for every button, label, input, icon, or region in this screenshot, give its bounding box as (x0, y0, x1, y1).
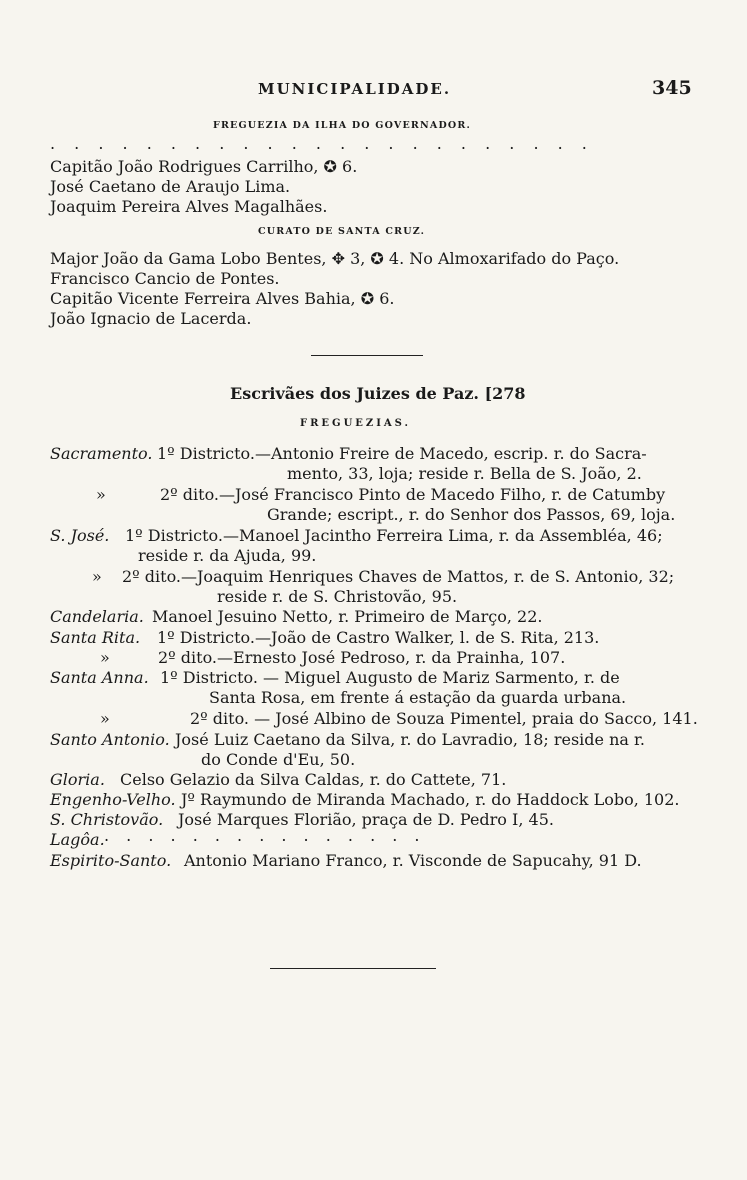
entry-text: 2º dito.—Ernesto José Pedroso, r. da Prainha, 107. (158, 648, 566, 667)
governador-line: Joaquim Pereira Alves Magalhães. (50, 197, 328, 216)
parish-label: Espirito-Santo. (50, 851, 172, 870)
section-title-escrivaes: Escrivães dos Juizes de Paz. [278 (230, 384, 526, 403)
section-heading-santa-cruz: CURATO DE SANTA CRUZ. (258, 226, 426, 237)
entry-text: 1º Districto. — Miguel Augusto de Mariz Sarmento, r. de (160, 668, 620, 687)
running-header-title: MUNICIPALIDADE. (258, 80, 452, 98)
governador-line: Capitão João Rodrigues Carrilho, ✪ 6. (50, 157, 358, 176)
dot-leader-row: . . . . . . . . . . . . . . . . . . . . . . . (50, 134, 594, 153)
entry-continuation: Santa Rosa, em frente á estação da guarda urbana. (209, 688, 627, 707)
entry-text: Antonio Mariano Franco, r. Visconde de Sapucahy, 91 D. (184, 851, 642, 870)
ditto-mark: » (100, 648, 110, 667)
ditto-mark: » (100, 709, 110, 728)
parish-label: Engenho-Velho. (50, 790, 176, 809)
parish-label: Candelaria. (50, 607, 144, 626)
dot-leader-row: . . . . . . . . . . . . . . . (104, 826, 426, 845)
entry-continuation: reside r. de S. Christovão, 95. (217, 587, 458, 606)
entry-continuation: reside r. da Ajuda, 99. (138, 546, 317, 565)
ditto-mark: » (96, 485, 106, 504)
ditto-mark: » (92, 567, 102, 586)
section-heading-governador: FREGUEZIA DA ILHA DO GOVERNADOR. (213, 120, 471, 131)
entry-text: Manoel Jesuino Netto, r. Primeiro de Março, 22. (152, 607, 543, 626)
parish-label: Santo Antonio. (50, 730, 170, 749)
parish-label: Lagôa. (50, 830, 105, 849)
parish-label: Gloria. (50, 770, 105, 789)
parish-label: Sacramento. (50, 444, 153, 463)
entry-text: José Marques Florião, praça de D. Pedro I, 45. (178, 810, 554, 829)
page-number: 345 (652, 77, 692, 99)
entry-text: José Luiz Caetano da Silva, r. do Lavradio, 18; reside na r. (175, 730, 645, 749)
parish-label: S. Christovão. (50, 810, 164, 829)
entry-continuation: mento, 33, loja; reside r. Bella de S. João, 2. (287, 464, 642, 483)
entry-text: Jº Raymundo de Miranda Machado, r. do Haddock Lobo, 102. (181, 790, 680, 809)
end-rule (270, 968, 436, 969)
entry-text: 2º dito. — José Albino de Souza Pimentel, praia do Sacco, 141. (190, 709, 698, 728)
governador-line: José Caetano de Araujo Lima. (50, 177, 291, 196)
entry-text: 2º dito.—José Francisco Pinto de Macedo Filho, r. de Catumby (160, 485, 666, 504)
santa-cruz-line: Capitão Vicente Ferreira Alves Bahia, ✪ 6. (50, 289, 395, 308)
entry-continuation: Grande; escript., r. do Senhor dos Passos, 69, loja. (267, 505, 676, 524)
entry-text: 1º Districto.—João de Castro Walker, l. de S. Rita, 213. (157, 628, 600, 647)
santa-cruz-line: João Ignacio de Lacerda. (50, 309, 252, 328)
santa-cruz-line: Major João da Gama Lobo Bentes, ✥ 3, ✪ 4. No Almoxarifado do Paço. (50, 249, 620, 268)
parish-label: S. José. (50, 526, 110, 545)
santa-cruz-line: Francisco Cancio de Pontes. (50, 269, 280, 288)
parish-label: Santa Rita. (50, 628, 141, 647)
entry-text: Celso Gelazio da Silva Caldas, r. do Cattete, 71. (120, 770, 507, 789)
entry-text: 1º Districto.—Antonio Freire de Macedo, escrip. r. do Sacra- (157, 444, 647, 463)
entry-text: 1º Districto.—Manoel Jacintho Ferreira Lima, r. da Assembléa, 46; (125, 526, 663, 545)
entry-text: 2º dito.—Joaquim Henriques Chaves de Mattos, r. de S. Antonio, 32; (122, 567, 675, 586)
entry-continuation: do Conde d'Eu, 50. (201, 750, 356, 769)
parish-label: Santa Anna. (50, 668, 149, 687)
section-divider (311, 355, 423, 356)
subheading-freguezias: FREGUEZIAS. (300, 418, 411, 429)
